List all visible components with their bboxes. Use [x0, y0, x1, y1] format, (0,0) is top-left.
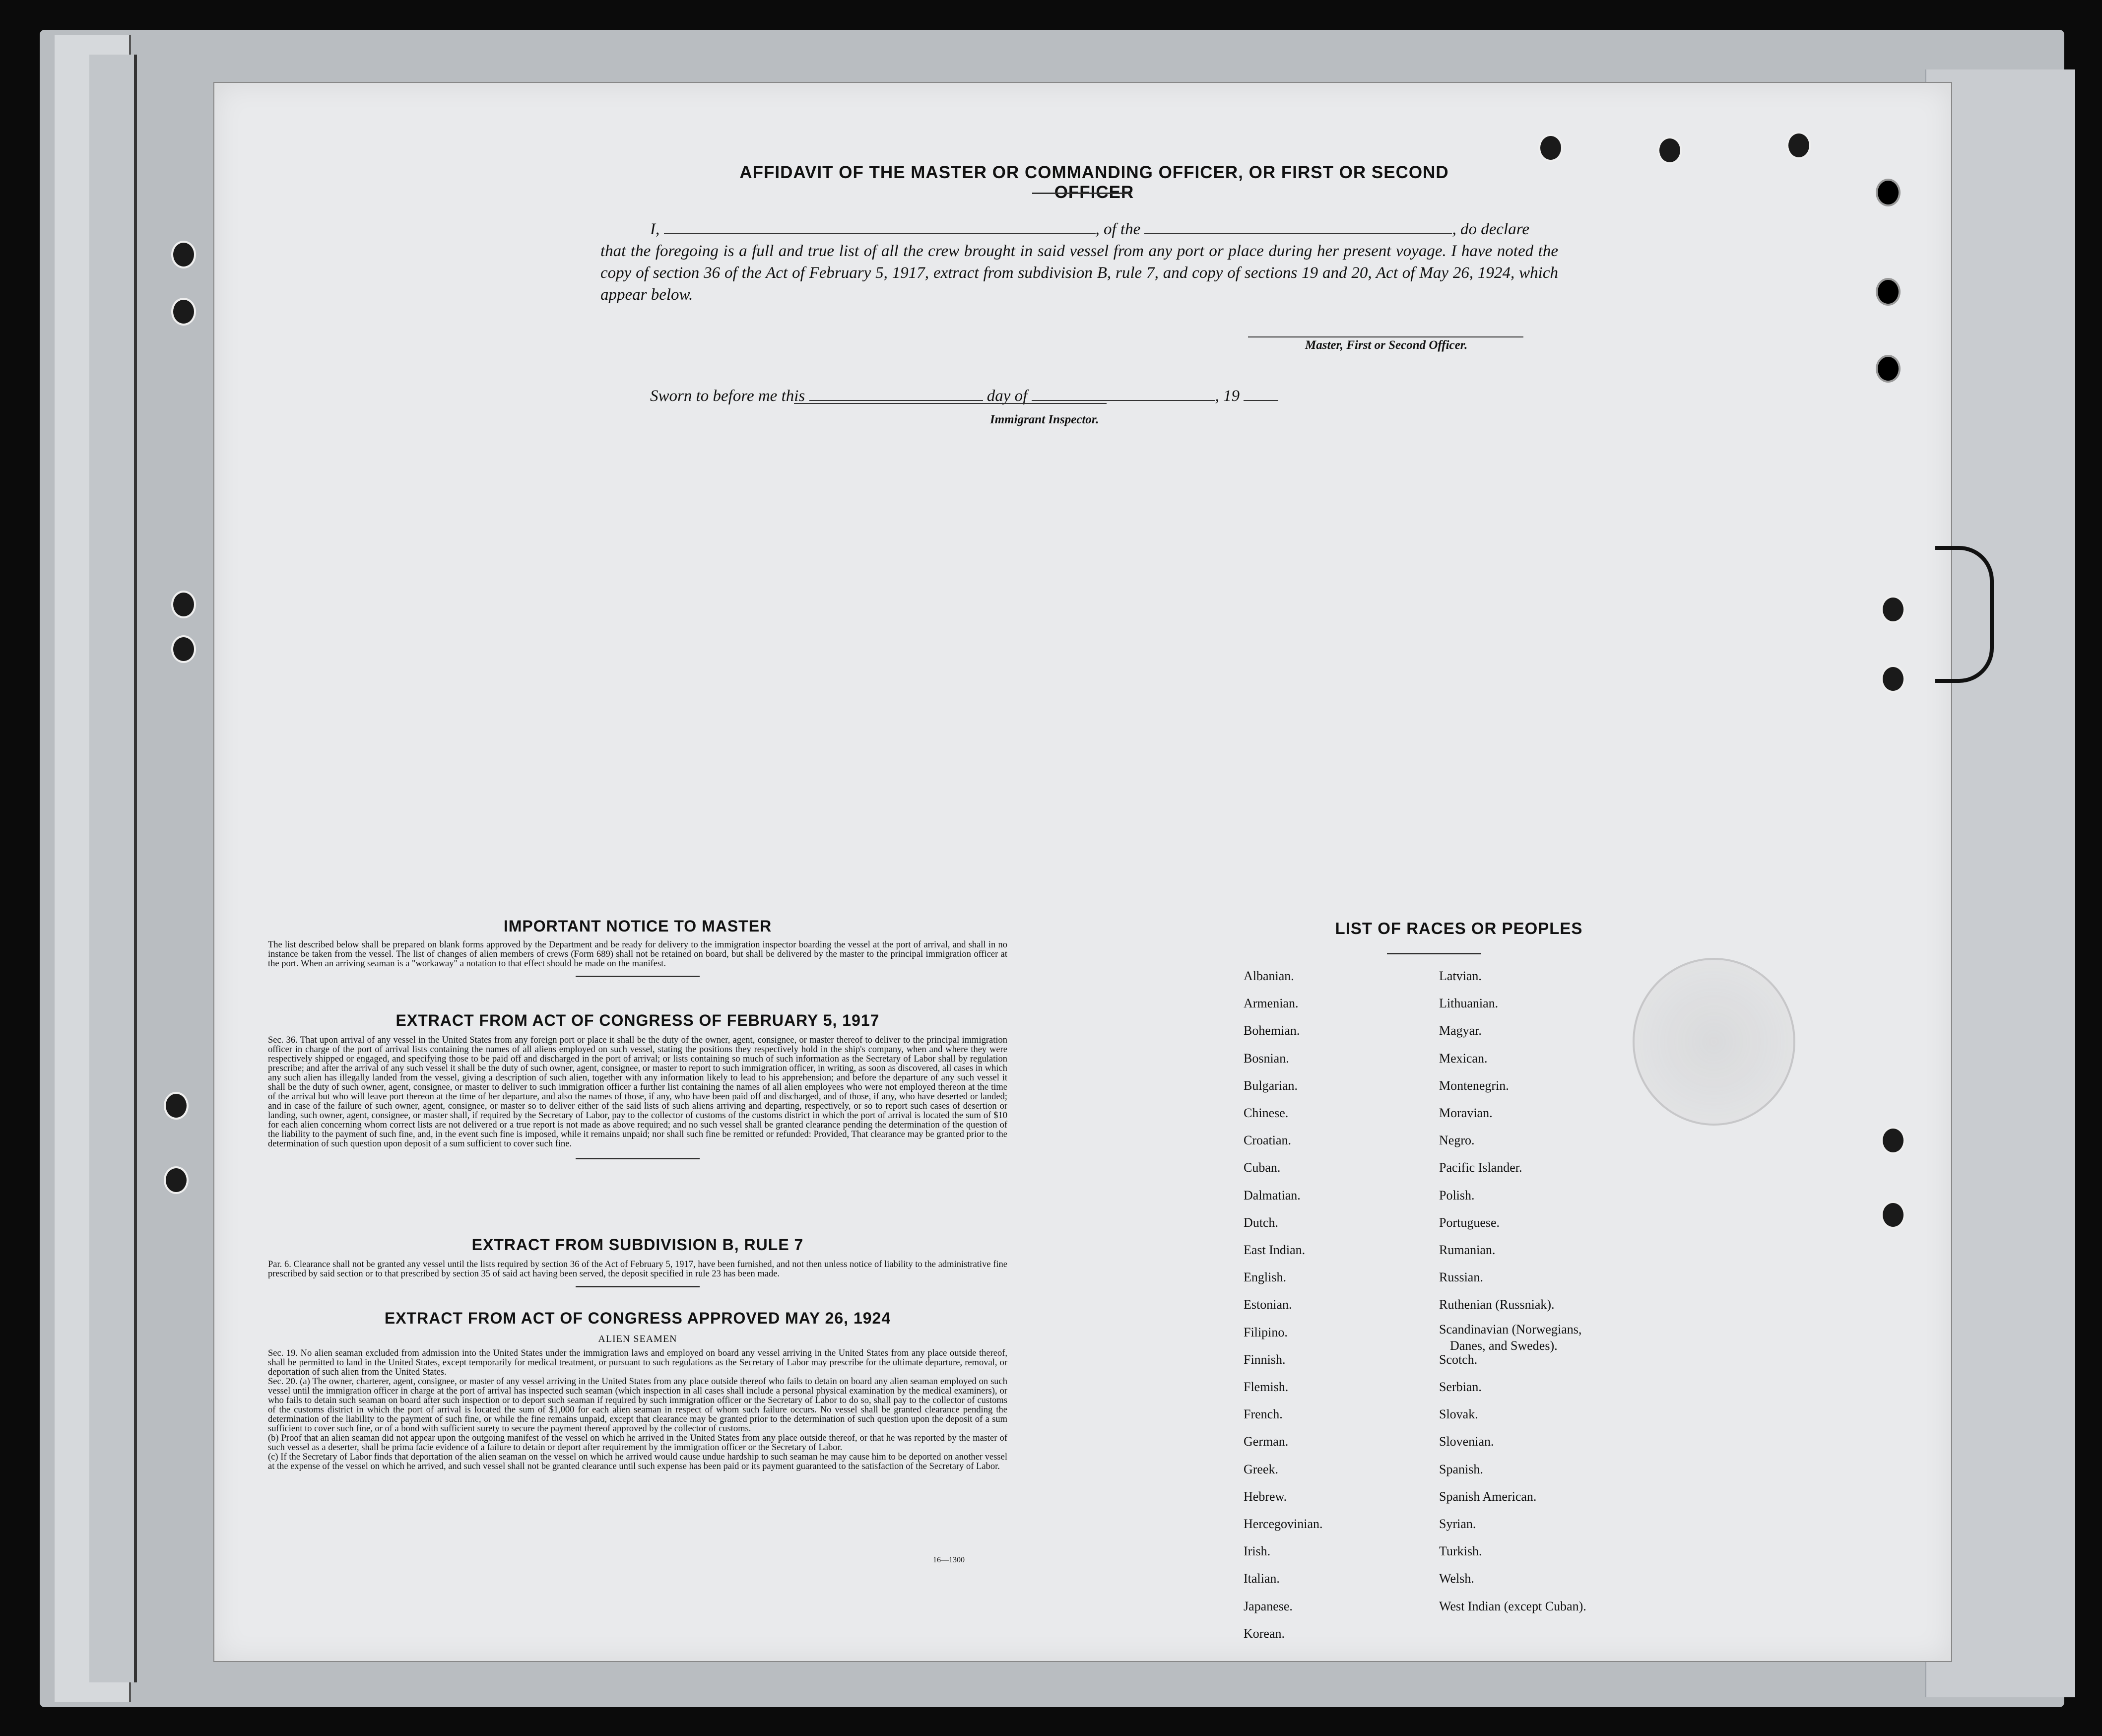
rule-7-section — [268, 1236, 1007, 1287]
master-label: Master, First or Second Officer. — [1305, 338, 1468, 352]
punch-hole — [171, 298, 196, 326]
punch-hole — [164, 1092, 189, 1120]
race-item: Russian. — [1439, 1270, 1483, 1285]
race-item: West Indian (except Cuban). — [1439, 1599, 1586, 1613]
race-item: Lithuanian. — [1439, 996, 1499, 1011]
race-item: Pacific Islander. — [1439, 1160, 1522, 1175]
race-item: Bulgarian. — [1244, 1078, 1298, 1093]
affidavit-declaration-line — [600, 218, 1558, 240]
race-item: Bohemian. — [1244, 1023, 1300, 1038]
race-item: Latvian. — [1439, 969, 1482, 983]
punch-hole — [164, 1166, 189, 1194]
notice-text: The list described below shall be prepared on blank forms approved by the Department and be ready for delivery to the immigration inspector boarding the vessel at the port of arrival, and shall in no instance be taken from the vessel. The list of changes of alien members of crews (Form 689) shall not be retained on board, but shall be delivered by the master to the principal immigration officer at the port. When an arriving seaman is a "workaway" a notation to that effect should be made on the manifest. — [268, 940, 1007, 969]
race-item: Korean. — [1244, 1626, 1285, 1641]
section-rule — [576, 1158, 700, 1159]
section-19-text: Sec. 19. No alien seaman excluded from admission into the United States under the immigration laws and employed on board any vessel arriving in the United States from any place outside thereof, shall be permitted to land in the United States, except temporarily for medical treatment, or pursuant to such regulations as the Secretary of Labor may prescribe for the ultimate departure, removal, or deportation of such alien from the United States. — [268, 1348, 1007, 1377]
affidavit-title: AFFIDAVIT OF THE MASTER OR COMMANDING OFFICER, OR FIRST OR SECOND OFFICER — [739, 163, 1449, 202]
affidavit-of-the: , of the — [1095, 220, 1141, 238]
race-item: Chinese. — [1244, 1106, 1289, 1120]
race-item: Dalmatian. — [1244, 1188, 1301, 1202]
punch-hole — [1876, 179, 1901, 206]
race-item: Cuban. — [1244, 1160, 1281, 1175]
race-item: Montenegrin. — [1439, 1078, 1509, 1093]
punch-hole — [1881, 665, 1905, 693]
punch-hole — [1876, 355, 1901, 383]
rule-7-title: EXTRACT FROM SUBDIVISION B, RULE 7 — [471, 1236, 804, 1254]
month-blank[interactable] — [1032, 389, 1215, 401]
punch-hole — [171, 635, 196, 663]
race-item: French. — [1244, 1407, 1283, 1422]
punch-hole — [1657, 136, 1682, 164]
notice-title: IMPORTANT NOTICE TO MASTER — [503, 917, 772, 935]
race-item: Japanese. — [1244, 1599, 1293, 1613]
race-item: Spanish American. — [1439, 1489, 1537, 1504]
race-item: Estonian. — [1244, 1297, 1292, 1312]
alien-seamen-subtitle: ALIEN SEAMEN — [598, 1334, 677, 1344]
race-item: Flemish. — [1244, 1380, 1289, 1394]
section-20b-text: (b) Proof that an alien seaman did not appear upon the outgoing manifest of the vessel on which he arrived in the United States from any place outside thereof, or that he was reported by the master of such vessel as a deserter, shall be prima facie evidence of a failure to detain or deport after requirement by the immigration officer or the Secretary of Labor. — [268, 1433, 1007, 1453]
master-signature-line[interactable] — [1248, 336, 1523, 337]
section-rule — [576, 1286, 700, 1287]
affidavit-do-declare: , do declare — [1452, 220, 1529, 238]
race-item: Dutch. — [1244, 1215, 1279, 1230]
extract-1917-title: EXTRACT FROM ACT OF CONGRESS OF FEBRUARY 5, 1917 — [395, 1011, 880, 1029]
races-title-rule — [1387, 953, 1481, 954]
extract-1917-section — [268, 1011, 1007, 1159]
race-item: Syrian. — [1439, 1517, 1476, 1531]
punch-hole — [171, 591, 196, 618]
race-item: Italian. — [1244, 1571, 1280, 1586]
race-item: German. — [1244, 1434, 1289, 1449]
race-item: Ruthenian (Russniak). — [1439, 1297, 1555, 1312]
affidavit-text: that the foregoing is a full and true list of all the crew brought in said vessel from any port or place during her present voyage. I have noted the copy of section 36 of the Act of February 5, 1917, extract from subdivision B, rule 7, and copy of sections 19 and 20, Act of May 26, 1924, which appear below. — [600, 242, 1558, 304]
race-item: Finnish. — [1244, 1352, 1286, 1367]
section-20c-text: (c) If the Secretary of Labor finds that deportation of the alien seaman on the vessel on which he arrived would cause undue hardship to such seaman he may cause him to be deported on another vessel at the expense of the vessel on which he arrived, and such vessel shall not be granted clearance until such expense has been paid or its payment guaranteed to the satisfaction of the Secretary of Labor. — [268, 1452, 1007, 1471]
punch-hole — [1876, 278, 1901, 306]
race-item: Irish. — [1244, 1544, 1271, 1559]
section-20a-text: Sec. 20. (a) The owner, charterer, agent, consignee, or master of any vessel arriving in the United States from any place outside thereof who fails to detain on board any alien seaman employed on such vessel until the immigration officer in charge at the port of arrival has inspected such seaman (which inspection in all cases shall include a personal physical examination by the medical examiners), or who fails to detain such seaman on board after such inspection or to deport such seaman if required by such immigration officer or the Secretary of Labor to do so, shall pay to the collector of customs of the customs district in which the port of arrival is located the sum of $1,000 for each alien seaman in respect of whom such failure occurs. No vessel shall be granted clearance pending the determination of the liability to the payment of such fine, or while the fine remains unpaid, except that clearance may be granted prior to the determination of such question upon the deposit of a sum sufficient to cover such fine, or of a bond with sufficient surety to secure the payment thereof approved by the collector of customs. — [268, 1377, 1007, 1434]
vessel-blank[interactable] — [1144, 221, 1452, 234]
race-item: Spanish. — [1439, 1462, 1483, 1476]
race-item: Polish. — [1439, 1188, 1475, 1202]
day-blank[interactable] — [809, 389, 983, 401]
punch-hole — [1881, 596, 1905, 623]
race-item: Scandinavian (Norwegians, — [1439, 1322, 1582, 1336]
race-item: Greek. — [1244, 1462, 1279, 1476]
punch-hole — [1881, 1201, 1905, 1229]
race-item: Mexican. — [1439, 1051, 1488, 1066]
form-number: 16—1300 — [933, 1556, 965, 1564]
year-blank[interactable] — [1244, 389, 1278, 401]
punch-hole — [1881, 1127, 1905, 1154]
race-item: Slovak. — [1439, 1407, 1478, 1422]
race-item: Serbian. — [1439, 1380, 1482, 1394]
race-item: Welsh. — [1439, 1571, 1474, 1586]
binding-string — [1935, 546, 1994, 683]
rule-7-text: Par. 6. Clearance shall not be granted any vessel until the lists required by section 36 of the Act of February 5, 1917, have been furnished, and not then unless notice of liability to the administrative fine prescribed by said section or to that prescribed by section 35 of said act having been served, the deposit specified in rule 23 has been made. — [268, 1260, 1007, 1279]
extract-1924-section — [268, 1309, 1007, 1471]
race-item: English. — [1244, 1270, 1286, 1285]
extract-1924-title: EXTRACT FROM ACT OF CONGRESS APPROVED MAY 26, 1924 — [384, 1309, 891, 1327]
race-item: Danes, and Swedes). — [1450, 1338, 1558, 1353]
race-item: Slovenian. — [1439, 1434, 1494, 1449]
sworn-text: Sworn to before me this — [650, 387, 805, 405]
day-of-text: day of — [986, 387, 1028, 405]
title-rule — [1032, 193, 1131, 194]
race-item: Bosnian. — [1244, 1051, 1289, 1066]
race-item: Turkish. — [1439, 1544, 1482, 1559]
race-item: Armenian. — [1244, 996, 1299, 1011]
important-notice-section — [268, 917, 1007, 977]
inspector-signature-line[interactable] — [794, 403, 1107, 404]
race-item: Albanian. — [1244, 969, 1294, 983]
race-item: Scotch. — [1439, 1352, 1478, 1367]
race-item: Filipino. — [1244, 1325, 1288, 1339]
race-item: Rumanian. — [1439, 1243, 1496, 1257]
race-item: Moravian. — [1439, 1106, 1493, 1120]
extract-1917-text: Sec. 36. That upon arrival of any vessel in the United States from any foreign port or place it shall be the duty of the owner, agent, consignee, or master thereof to deliver to the principal immigration officer in charge of the port of arrival lists containing the names of all aliens employed on such vessel, stating the positions they respectively hold in the ship's company, when and where they were respectively shipped or engaged, and specifying those to be paid off and discharged in the port of arrival; or lists containing so much of such information as the Secretary of Labor shall by regulation prescribe; and after the arrival of any such vessel it shall be the duty of such owner, agent, consignee, or master to report to such immigration officer, in writing, as soon as discovered, all cases in which any such alien has illegally landed from the vessel, giving a description of such alien, together with any information likely to lead to his apprehension; and before the departure of any such vessel it shall be the duty of such owner, agent, consignee, or master to deliver to such immigration officer a further list containing the names of all alien employees who were not employed thereon at the time of the arrival but who will leave port thereon at the time of her departure, and also the names of those, if any, who have been paid off and discharged, and of those, if any, who have deserted or landed; and in case of the failure of such owner, agent, consignee, or master so to deliver either of the said lists of such aliens arriving and departing, respectively, or so to report such cases of desertion or landing, such owner, agent, consignee, or master shall, if required by the Secretary of Labor, pay to the collector of customs of the customs district in which the port of arrival is located the sum of $10 for each alien concerning whom correct lists are not delivered or a true report is not made as above required; and no such vessel shall be granted clearance pending the determination of the question of the liability to the payment of such fine, and, in the event such fine is imposed, while it remains unpaid; nor shall such fine be remitted or refunded: Provided, That clearance may be granted prior to the determination of such question upon deposit of a sum sufficient to cover such fine. — [268, 1035, 1007, 1149]
background-sheet-left-edge — [89, 55, 137, 1682]
affidavit-i: I, — [650, 220, 660, 238]
punch-hole — [1786, 132, 1811, 159]
race-item: Hebrew. — [1244, 1489, 1287, 1504]
punch-hole — [1538, 134, 1563, 162]
races-title: LIST OF RACES OR PEOPLES — [1335, 919, 1583, 937]
year-prefix: , 19 — [1215, 387, 1240, 405]
affidavit-body — [600, 218, 1558, 306]
race-item: Negro. — [1439, 1133, 1475, 1148]
race-item: Hercegovinian. — [1244, 1517, 1323, 1531]
punch-hole — [171, 241, 196, 268]
embossed-seal — [1633, 958, 1795, 1126]
race-item: East Indian. — [1244, 1243, 1306, 1257]
race-item: Portuguese. — [1439, 1215, 1500, 1230]
race-item: Croatian. — [1244, 1133, 1292, 1148]
race-item: Magyar. — [1439, 1023, 1482, 1038]
inspector-label: Immigrant Inspector. — [990, 413, 1099, 426]
name-blank[interactable] — [664, 221, 1096, 234]
section-rule — [576, 976, 700, 977]
